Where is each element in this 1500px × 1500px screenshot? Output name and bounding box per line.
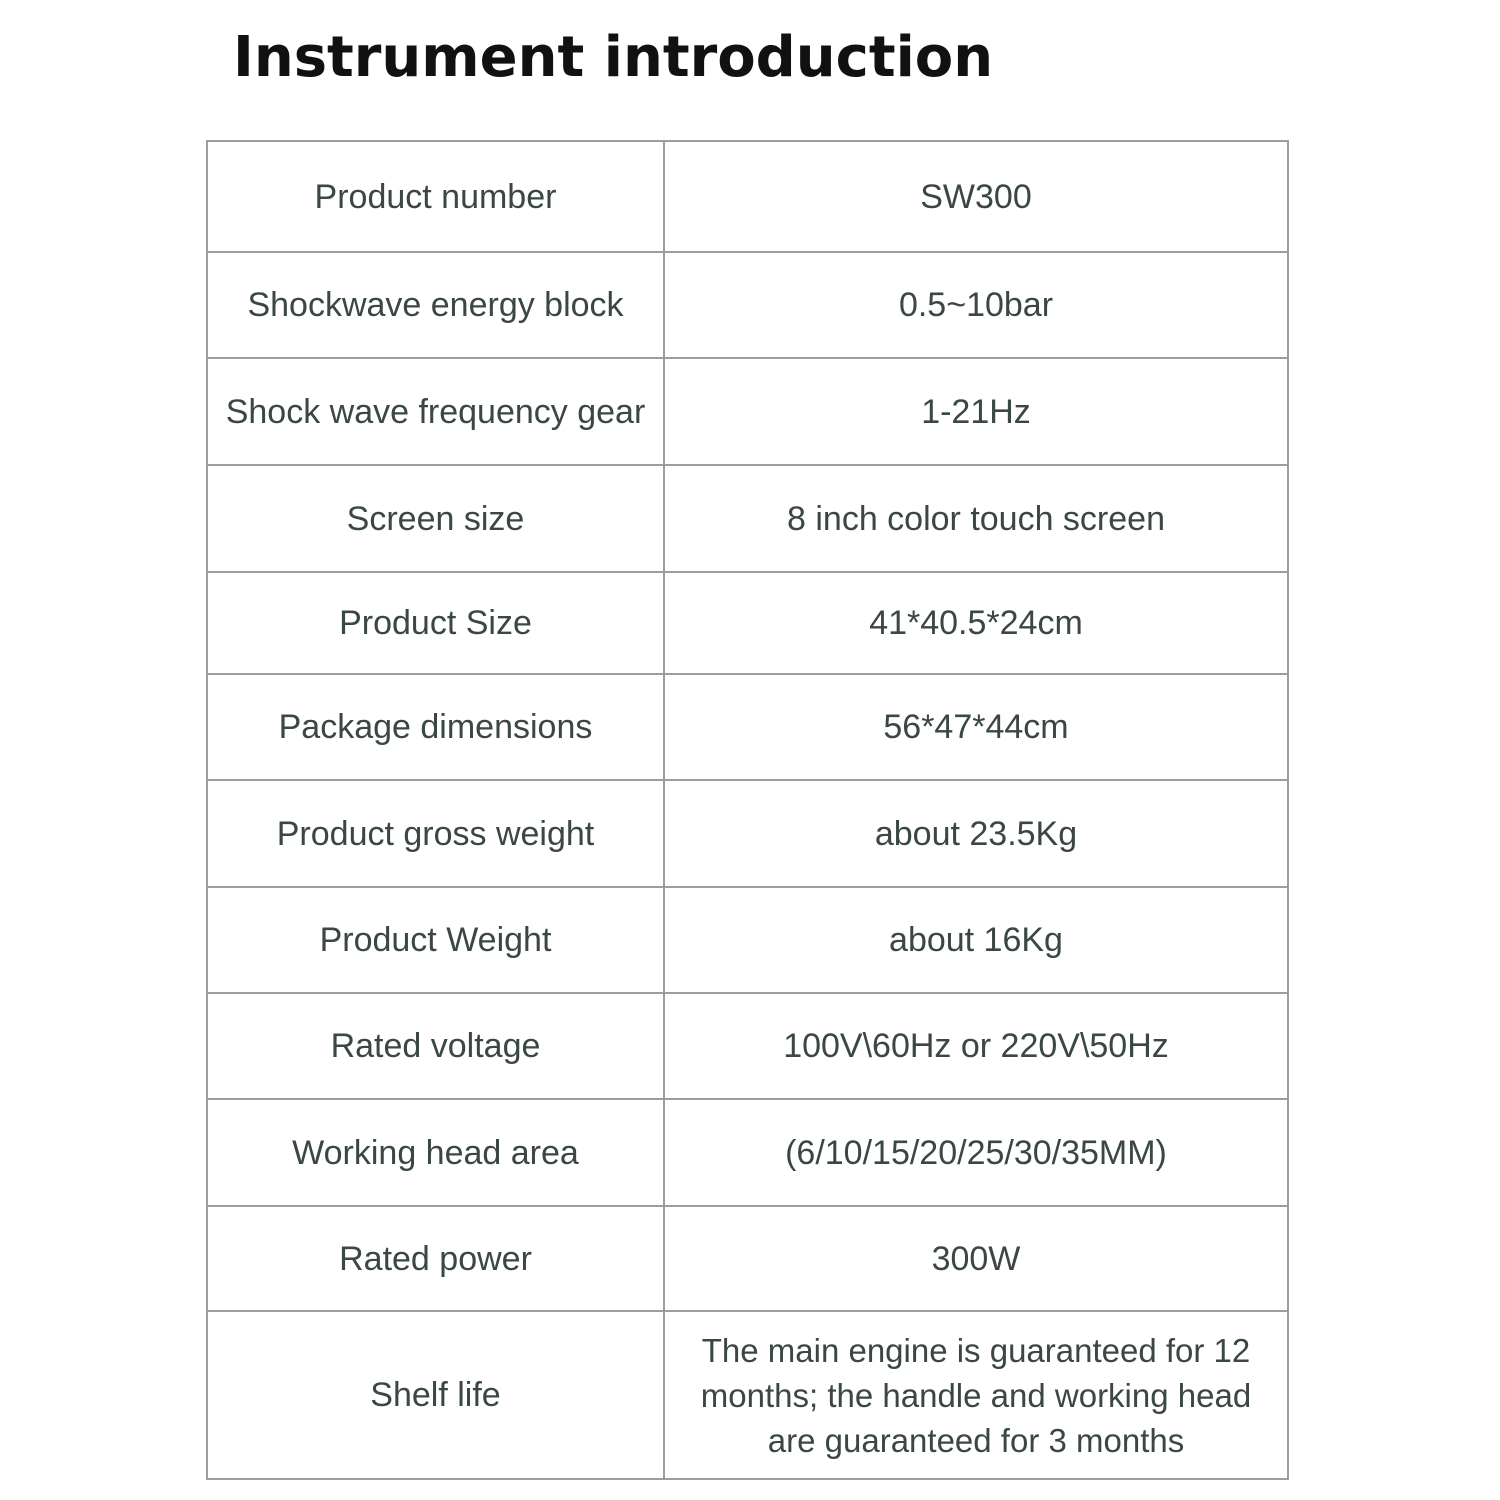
spec-value: 8 inch color touch screen [664,465,1288,572]
table-row [207,674,1288,780]
spec-label: Shelf life [207,1311,664,1479]
spec-label: Rated voltage [207,993,664,1099]
spec-label: Product Weight [207,887,664,993]
spec-label: Rated power [207,1206,664,1311]
table-row [207,887,1288,993]
spec-value-line: months; the handle and working head [700,1376,1252,1414]
table-row [207,993,1288,1099]
spec-label: Shockwave energy block [207,252,664,358]
spec-value: 41*40.5*24cm [664,572,1288,674]
spec-value: 56*47*44cm [664,674,1288,780]
table-row [207,358,1288,465]
table-row [207,141,1288,252]
spec-value: 300W [664,1206,1288,1311]
table-row [207,1206,1288,1311]
table-row [207,780,1288,887]
spec-value: 100V\60Hz or 220V\50Hz [664,993,1288,1099]
spec-label: Product Size [207,572,664,674]
spec-value: (6/10/15/20/25/30/35MM) [664,1099,1288,1206]
spec-value: 0.5~10bar [664,252,1288,358]
spec-value: 1-21Hz [664,358,1288,465]
table-row [207,1099,1288,1206]
spec-value-line: are guaranteed for 3 months [767,1421,1185,1459]
spec-label: Screen size [207,465,664,572]
spec-table [206,140,1289,1480]
table-row [207,572,1288,674]
spec-value-line: The main engine is guaranteed for 12 [701,1331,1251,1369]
spec-label: Working head area [207,1099,664,1206]
spec-value: SW300 [664,141,1288,252]
spec-value: about 16Kg [664,887,1288,993]
spec-label: Shock wave frequency gear [207,358,664,465]
table-row [207,1311,1288,1479]
spec-label: Package dimensions [207,674,664,780]
spec-label: Product gross weight [207,780,664,887]
spec-value [664,1311,1288,1479]
spec-label: Product number [207,141,664,252]
table-row [207,465,1288,572]
spec-value: about 23.5Kg [664,780,1288,887]
table-row [207,252,1288,358]
page-title: Instrument introduction [233,25,994,90]
